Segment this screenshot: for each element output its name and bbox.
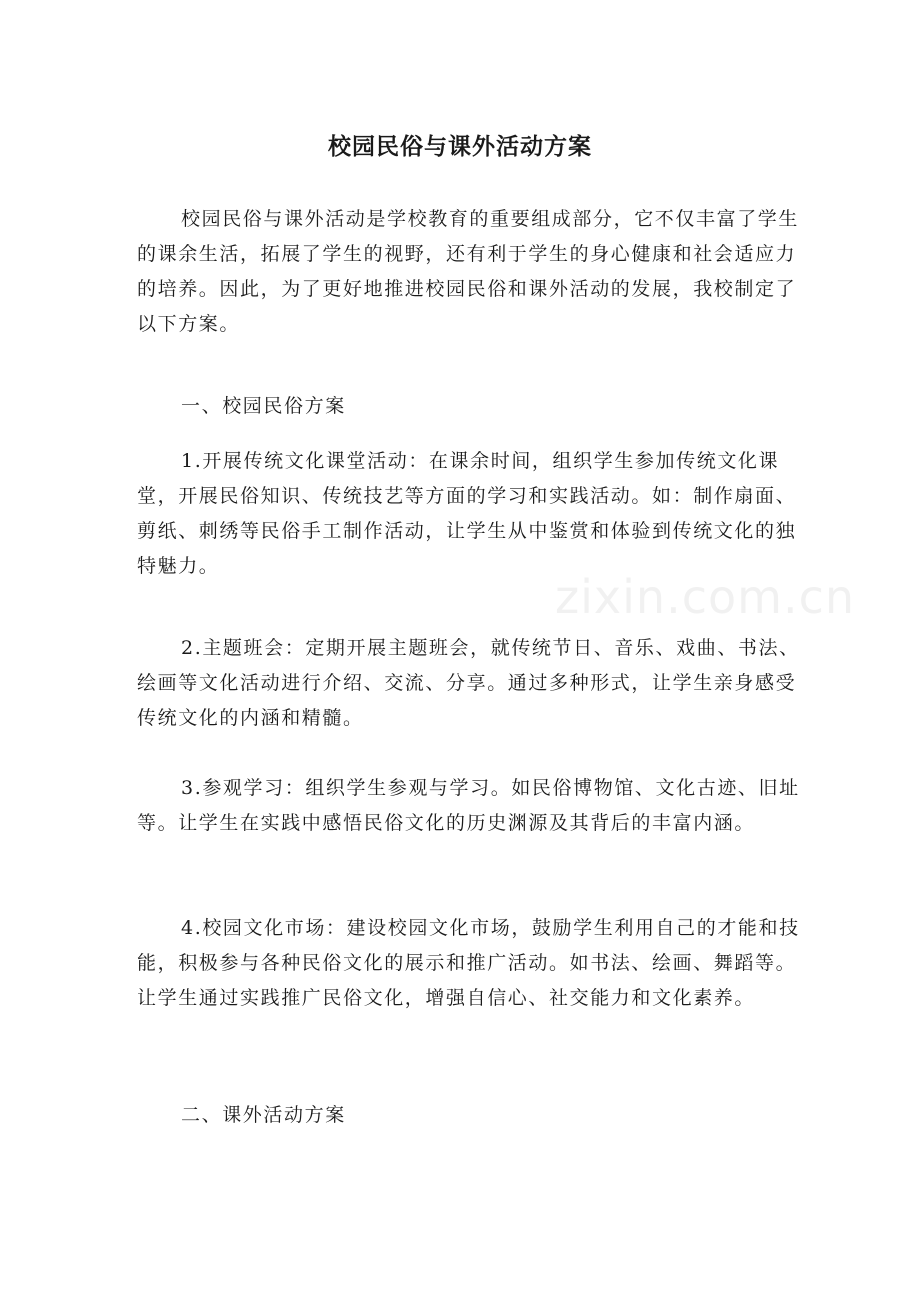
list-item-1: 1.开展传统文化课堂活动：在课余时间，组织学生参加传统文化课堂，开展民俗知识、传统技艺等方面的学习和实践活动。如：制作扇面、剪纸、刺绣等民俗手工制作活动，让学生从中鉴赏和体验到传统文化的独特魅力。: [137, 450, 797, 577]
list-item-4: 4.校园文化市场：建设校园文化市场，鼓励学生利用自己的才能和技能，积极参与各种民俗文化的展示和推广活动。如书法、绘画、舞蹈等。让学生通过实践推广民俗文化，增强自信心、社交能力和文化素养。: [137, 917, 800, 1009]
section-heading-2: 二、课外活动方案: [181, 1104, 346, 1126]
section-heading-1: 一、校园民俗方案: [181, 395, 346, 417]
list-item-2: 2.主题班会：定期开展主题班会，就传统节日、音乐、戏曲、书法、绘画等文化活动进行介绍、交流、分享。通过多种形式，让学生亲身感受传统文化的内涵和精髓。: [137, 637, 800, 729]
intro-paragraph: 校园民俗与课外活动是学校教育的重要组成部分，它不仅丰富了学生的课余生活，拓展了学生的视野，还有利于学生的身心健康和社会适应力的培养。因此，为了更好地推进校园民俗和课外活动的发展，我校制定了以下方案。: [137, 208, 800, 335]
watermark: zixin.com.cn: [555, 570, 856, 624]
document-title: 校园民俗与课外活动方案: [328, 134, 592, 160]
list-item-3: 3.参观学习：组织学生参观与学习。如民俗博物馆、文化古迹、旧址等。让学生在实践中感悟民俗文化的历史渊源及其背后的丰富内涵。: [137, 777, 800, 834]
